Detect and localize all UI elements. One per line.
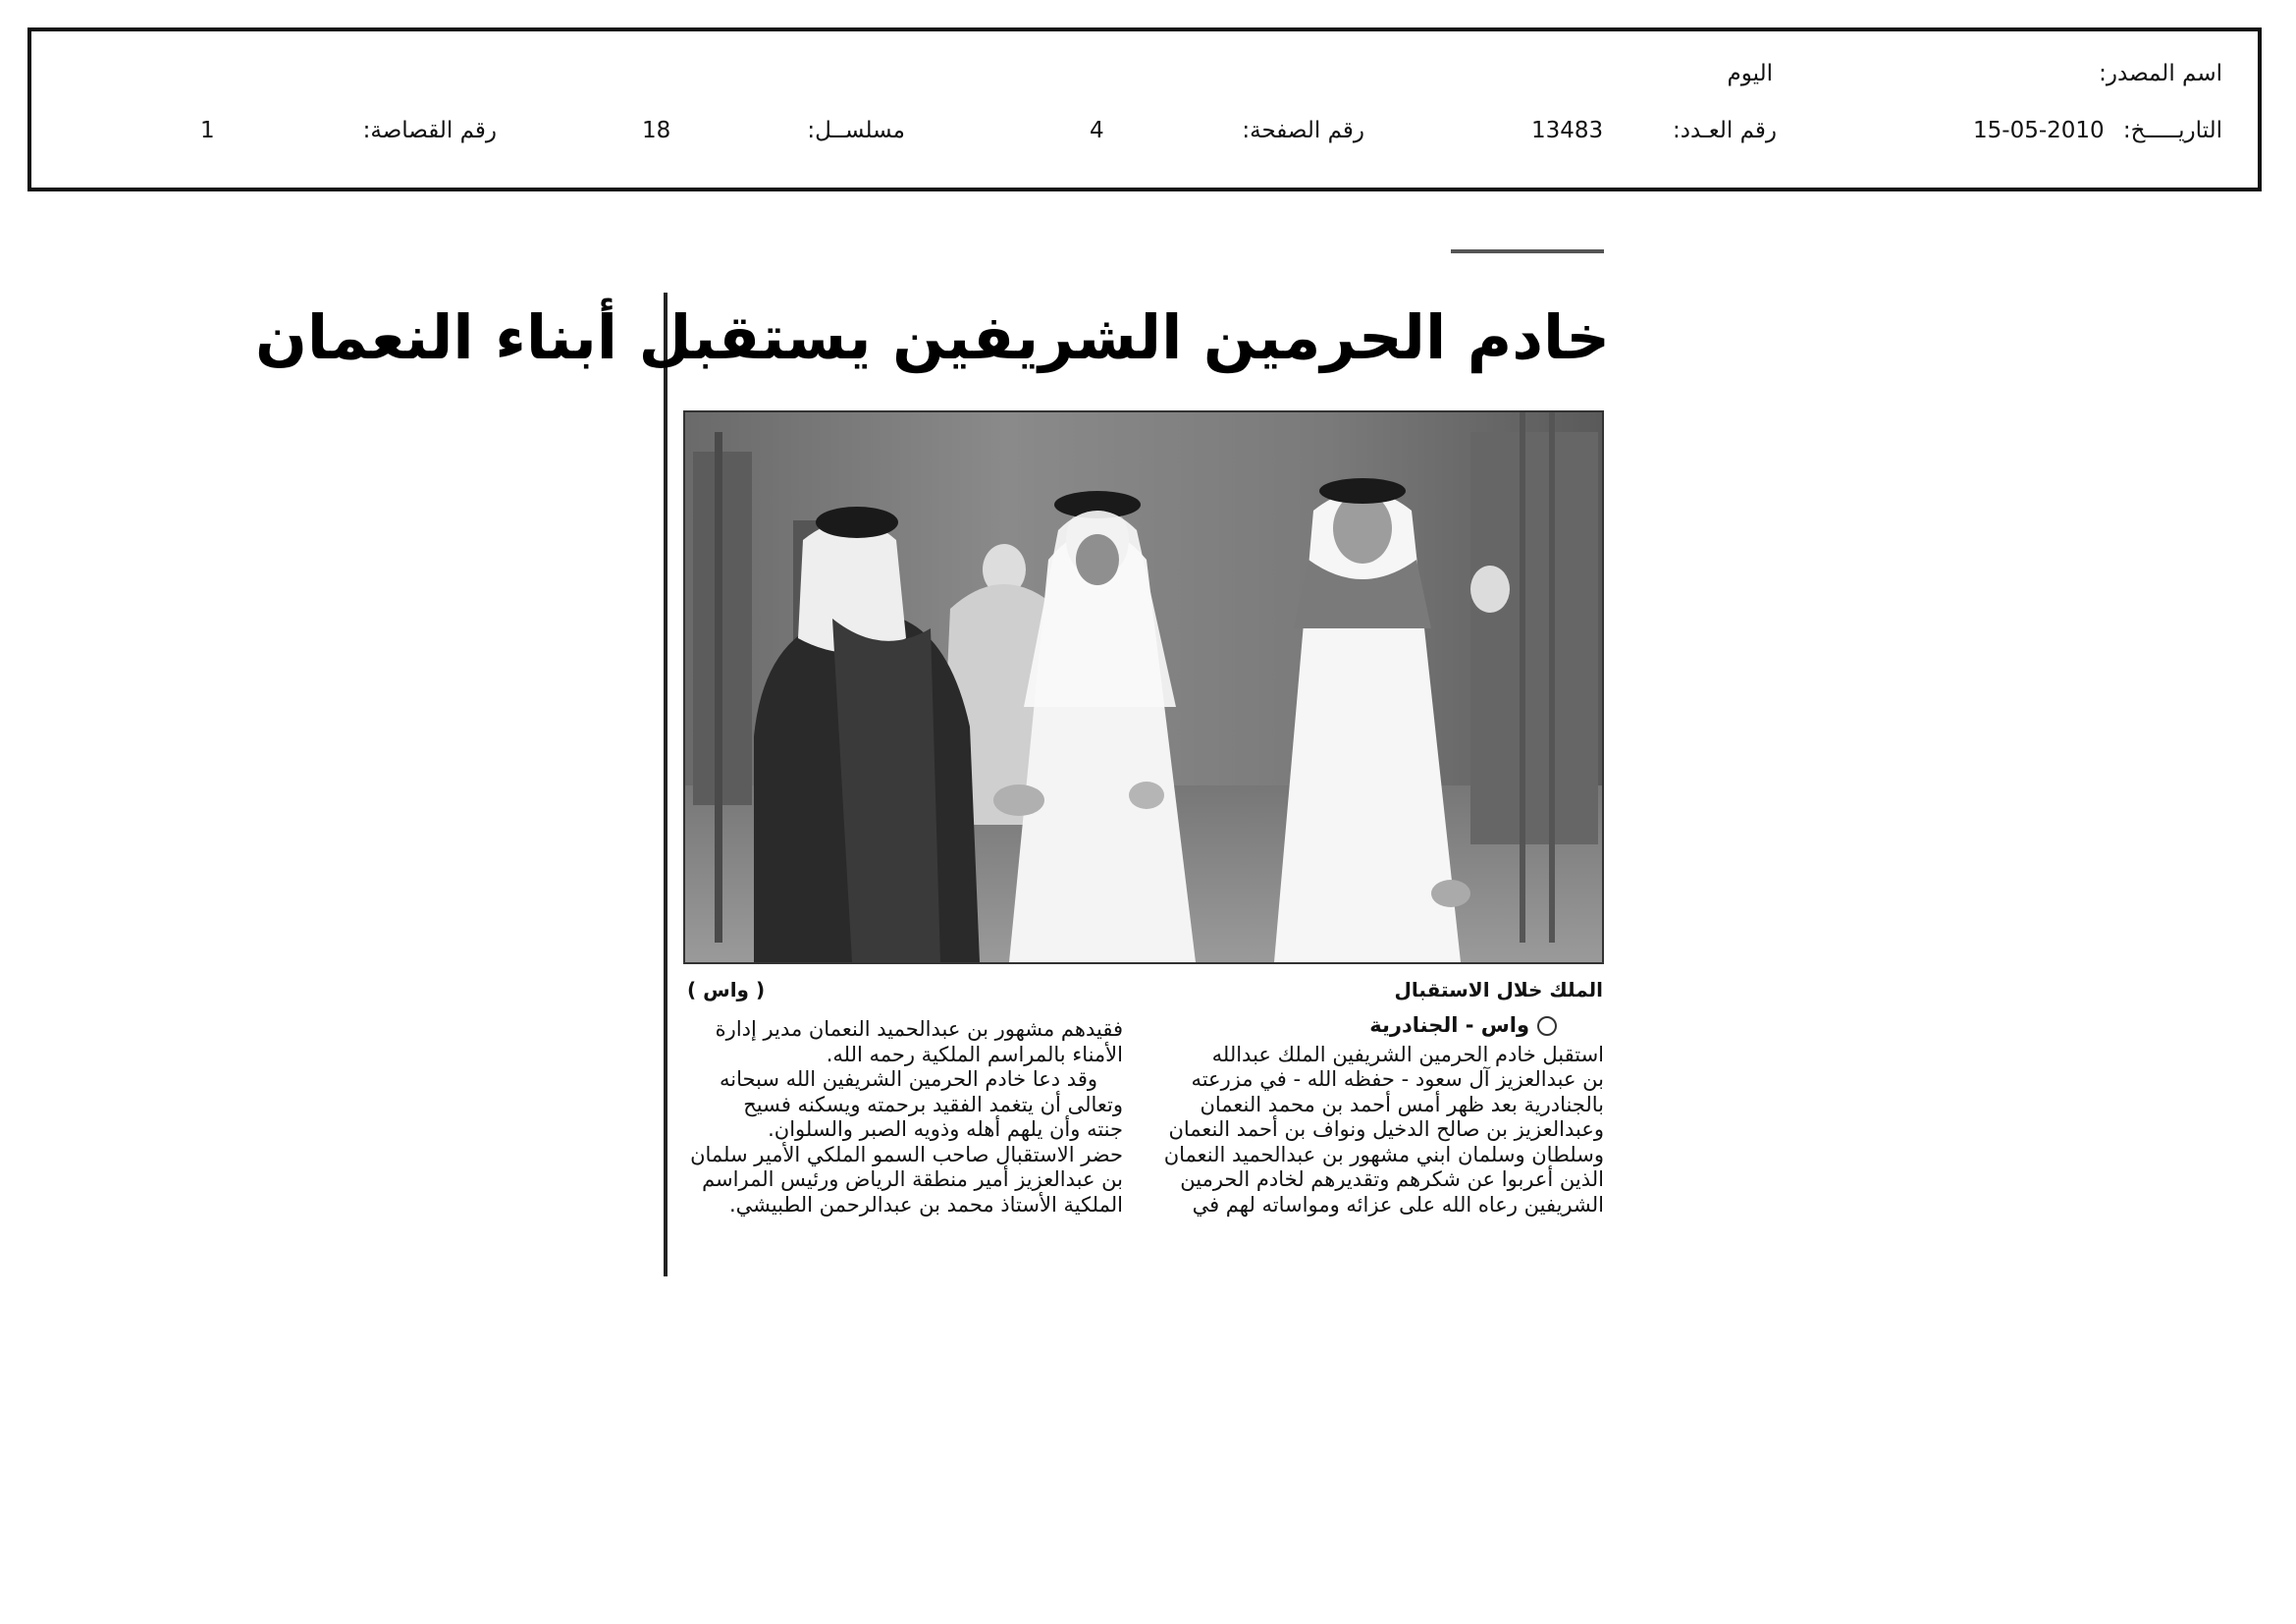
article-left-column: [679, 1017, 1123, 1218]
date-value: 15-05-2010: [1973, 118, 2105, 143]
source-value: اليوم: [1727, 61, 1773, 86]
source-label: اسم المصدر:: [2099, 61, 2222, 86]
body-line: بن عبدالعزيز آل سعود - حفظه الله - في مزرعته: [1191, 1067, 1604, 1091]
body-line: وسلطان وسلمان ابني مشهور بن عبدالحميد النعمان: [1163, 1142, 1604, 1166]
dateline-text: واس - الجنادرية: [1369, 1013, 1529, 1037]
date-label: التاريـــــخ:: [2122, 118, 2222, 143]
body-line: الذين أعربوا عن شكرهم وتقديرهم لخادم الحرمين: [1180, 1167, 1604, 1191]
body-line: الشريفين رعاه الله على عزائه ومواساته لهم في: [1192, 1192, 1604, 1217]
body-line: بن عبدالعزيز أمير منطقة الرياض ورئيس المراسم: [702, 1167, 1123, 1191]
issue-value: 13483: [1531, 118, 1604, 143]
article-photo: [683, 410, 1604, 964]
clipping-top-rule: [1451, 249, 1604, 253]
body-line: الأمناء بالمراسم الملكية رحمه الله.: [826, 1042, 1123, 1066]
body-line: وتعالى أن يتغمد الفقيد برحمته ويسكنه فسيح: [743, 1092, 1123, 1116]
clip-number-value: 1: [200, 118, 215, 143]
body-line: وقد دعا خادم الحرمين الشريفين الله سبحانه: [720, 1067, 1097, 1091]
body-line: الملكية الأستاذ محمد بن عبدالرحمن الطبيشي.: [728, 1192, 1123, 1217]
body-line: وعبدالعزيز بن صالح الدخيل ونواف بن أحمد النعمان: [1168, 1117, 1604, 1141]
column-rule: [664, 293, 667, 1276]
page-value: 4: [1090, 118, 1104, 143]
photo-caption: الملك خلال الاستقبال: [1394, 978, 1603, 1001]
page-label: رقم الصفحة:: [1242, 118, 1364, 143]
serial-value: 18: [642, 118, 671, 143]
body-line: حضر الاستقبال صاحب السمو الملكي الأمير سلمان: [690, 1142, 1123, 1166]
ornament-icon: [1533, 1012, 1561, 1040]
body-line: فقيدهم مشهور بن عبدالحميد النعمان مدير إدارة: [715, 1017, 1123, 1041]
article-headline: خادم الحرمين الشريفين يستقبل أبناء النعمان: [255, 301, 1610, 373]
issue-label: رقم العـدد:: [1672, 118, 1777, 143]
photo-credit: ( واس ): [687, 978, 766, 1001]
serial-label: مسلســل:: [807, 118, 905, 143]
body-line: استقبل خادم الحرمين الشريفين الملك عبدالله: [1211, 1042, 1604, 1066]
body-line: جنته وأن يلهم أهله وذويه الصبر والسلوان.: [768, 1117, 1123, 1141]
article-right-column: [1154, 1013, 1604, 1218]
body-line: بالجنادرية بعد ظهر أمس أحمد بن محمد النعمان: [1200, 1092, 1604, 1116]
clip-number-label: رقم القصاصة:: [362, 118, 497, 143]
article-dateline: [1154, 1013, 1557, 1039]
clipping-metadata-box: [27, 27, 2262, 191]
